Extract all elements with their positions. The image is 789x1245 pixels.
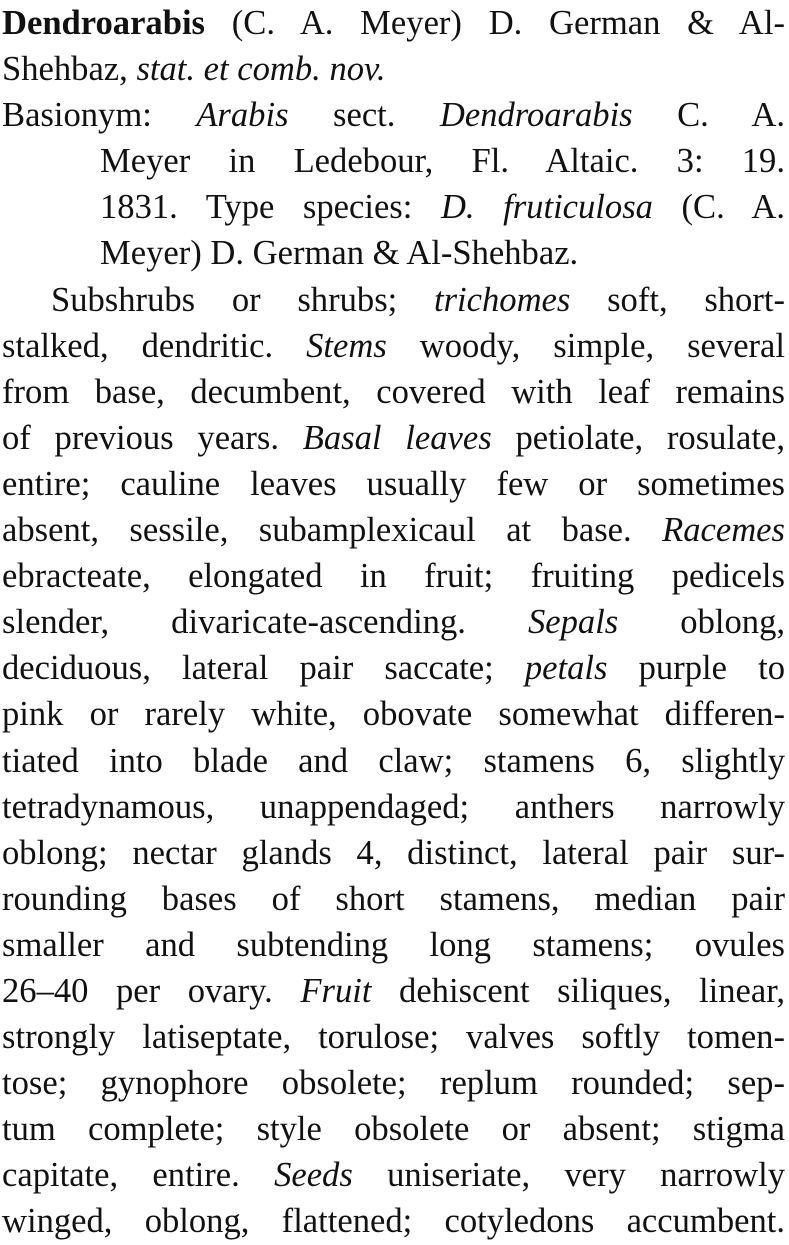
taxon-heading — [2, 0, 785, 92]
genus-name: Dendroarabis — [2, 4, 206, 42]
description-line: winged, oblong, flattened; cotyledons accumbent. — [2, 1202, 785, 1241]
text-run: purple to — [607, 649, 785, 688]
term-seeds: Seeds — [274, 1156, 353, 1195]
text-run: oblong, — [618, 603, 786, 642]
heading-authority: (C. A. Meyer) D. German & Al- — [205, 4, 785, 42]
basionym-line — [2, 92, 785, 138]
text-run: absent, sessile, subamplexicaul at base. — [2, 511, 663, 550]
text-run: stalked, dendritic. — [2, 326, 307, 365]
description-line — [2, 277, 785, 323]
description-line — [2, 968, 785, 1014]
text-run: capitate, entire. — [2, 1156, 275, 1195]
description-line: oblong; nectar glands 4, distinct, lateral pair sur- — [2, 833, 785, 872]
description-line: smaller and subtending long stamens; ovules — [2, 925, 785, 964]
description-line: ebracteate, elongated in fruit; fruiting pedicels — [2, 557, 785, 596]
basionym-line — [2, 184, 785, 230]
text-run: deciduous, lateral pair saccate; — [2, 649, 525, 688]
heading-authority-cont: Shehbaz, — [2, 50, 137, 89]
basionym-section: Dendroarabis — [439, 96, 633, 135]
basionym-date: 1831. Type species: — [100, 188, 441, 227]
description-line — [2, 507, 785, 553]
term-petals: petals — [524, 649, 608, 688]
basionym-block — [2, 92, 785, 276]
term-fruit: Fruit — [300, 971, 372, 1010]
basionym-rank: sect. — [288, 96, 440, 135]
basionym-line: Meyer in Ledebour, Fl. Altaic. 3: 19. — [100, 142, 785, 181]
description-line — [2, 645, 785, 691]
description-line: from base, decumbent, covered with leaf remains — [2, 372, 785, 411]
description-line: strongly latiseptate, torulose; valves softly tomen- — [2, 1018, 785, 1057]
description-line — [2, 599, 785, 645]
description-line: rounding bases of short stamens, median pair — [2, 879, 785, 918]
text-run: woody, simple, several — [386, 326, 786, 365]
term-racemes: Racemes — [662, 511, 785, 550]
term-stems: Stems — [306, 326, 387, 365]
basionym-genus: Arabis — [196, 96, 289, 135]
basionym-author: C. A. — [632, 96, 785, 135]
type-species-author: (C. A. — [652, 188, 785, 227]
text-run: petiolate, rosulate, — [491, 418, 785, 457]
term-sepals: Sepals — [527, 603, 619, 642]
nomenclatural-status: stat. et comb. nov. — [136, 50, 386, 89]
description-line — [2, 1152, 785, 1198]
heading-line — [2, 46, 785, 92]
basionym-label: Basionym: — [2, 96, 197, 135]
text-run: of previous years. — [2, 418, 303, 457]
text-run: slender, divaricate-ascending. — [2, 603, 528, 642]
text-run: dehiscent siliques, linear, — [371, 971, 785, 1010]
description-line: tetradynamous, unappendaged; anthers narrowly — [2, 787, 785, 826]
description-line — [2, 323, 785, 369]
heading-line — [2, 0, 785, 46]
description-line: tum complete; style obsolete or absent; stigma — [2, 1110, 785, 1149]
description-line: entire; cauline leaves usually few or sometimes — [2, 464, 785, 503]
text-run: uniseriate, very narrowly — [352, 1156, 785, 1195]
term-basal-leaves: Basal leaves — [302, 418, 492, 457]
description-line: tose; gynophore obsolete; replum rounded; sep- — [2, 1064, 785, 1103]
description-line: pink or rarely white, obovate somewhat differen- — [2, 695, 785, 734]
type-species: D. fruticulosa — [440, 188, 653, 227]
text-run: Subshrubs or shrubs; — [51, 280, 434, 319]
basionym-line: Meyer) D. German & Al-Shehbaz. — [100, 234, 579, 273]
text-run: 26–40 per ovary. — [2, 971, 301, 1010]
description-line: tiated into blade and claw; stamens 6, slightly — [2, 741, 785, 780]
term-trichomes: trichomes — [433, 280, 571, 319]
description-line — [2, 415, 785, 461]
description-paragraph — [2, 277, 785, 1245]
text-run: soft, short- — [570, 280, 785, 319]
